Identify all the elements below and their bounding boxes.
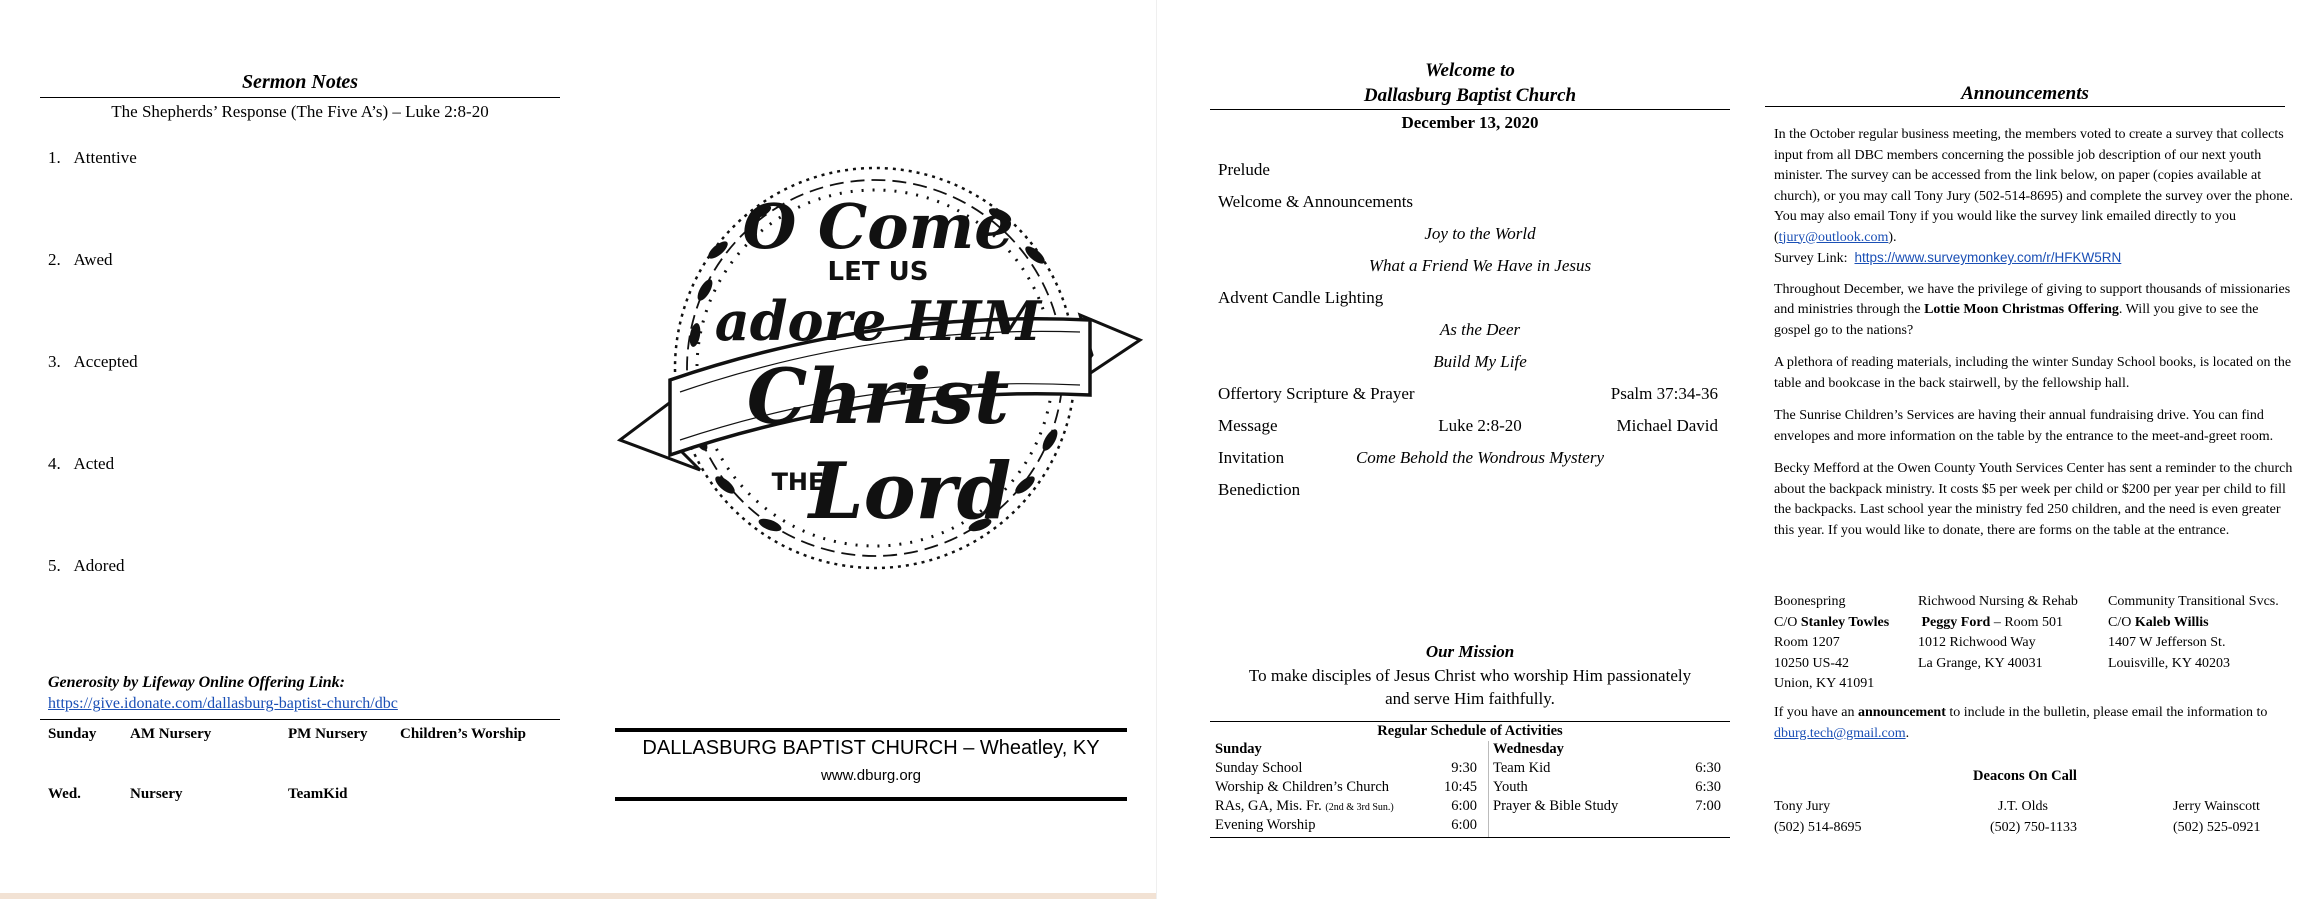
schedule-wednesday-label: Wednesday <box>1493 741 1564 757</box>
order-item: Prelude <box>1218 160 1270 179</box>
mission-heading: Our Mission <box>1425 642 1515 661</box>
welcome-heading: Welcome to <box>1425 60 1515 81</box>
schedule-time: 6:00 <box>1451 817 1477 833</box>
order-item: Benediction <box>1218 480 1301 499</box>
speaker-name: Michael David <box>1616 416 1718 435</box>
schedule-time: 6:30 <box>1695 779 1721 795</box>
song-title: What a Friend We Have in Jesus <box>1368 256 1592 275</box>
order-item: Advent Candle Lighting <box>1218 288 1384 307</box>
order-item: Message <box>1218 416 1278 435</box>
survey-link[interactable]: https://www.surveymonkey.com/r/HFKW5RN <box>1854 250 2122 265</box>
art-line-lord: Lord <box>808 446 1012 537</box>
schedule-sunday-label: Sunday <box>1215 741 1262 757</box>
address-community: Community Transitional Svcs. C/O Kaleb Willis 1407 W Jefferson St. Louisville, KY 40203 <box>2108 594 2279 671</box>
giving-label: Generosity by Lifeway Online Offering Link: <box>48 674 346 691</box>
nursery-label: Nursery <box>130 786 183 802</box>
song-title: Build My Life <box>1433 352 1527 371</box>
email-link[interactable]: dburg.tech@gmail.com <box>1774 725 1906 741</box>
back-cover-top-rule <box>615 728 1127 732</box>
sermon-point: 5. Adored <box>48 556 125 575</box>
order-item: Welcome & Announcements <box>1218 192 1414 211</box>
announcement-sunrise: The Sunrise Children’s Services are having their annual fundraising drive. You can find envelopes and more information on the table by the entrance to the meet-and-greet room. <box>1774 408 2274 444</box>
art-line-o-come: O Come <box>742 190 1014 263</box>
announcements-heading-rule <box>1765 106 2285 107</box>
nursery-day: Wed. <box>48 786 81 802</box>
schedule-bottom-rule <box>1210 837 1730 838</box>
nursery-label: AM Nursery <box>130 726 212 742</box>
announcements-heading: Announcements <box>1961 83 2089 104</box>
schedule-time: 10:45 <box>1443 779 1477 795</box>
sermon-point: 2. Awed <box>48 250 113 269</box>
art-line-let-us: LET US <box>827 257 929 287</box>
art-line-adore-him: adore HIM <box>714 289 1042 353</box>
nursery-day: Sunday <box>48 726 97 742</box>
announcement-submit: If you have an announcement to include in the bulletin, please email the information to dburg.tech@gmail.com. <box>1774 705 2268 741</box>
song-title: Come Behold the Wondrous Mystery <box>1355 448 1605 467</box>
sermon-point: 4. Acted <box>48 454 115 473</box>
art-line-the: THE <box>771 468 825 496</box>
schedule-activity: Team Kid <box>1493 760 1551 776</box>
schedule-column-divider <box>1488 741 1489 837</box>
giving-rule <box>40 719 560 720</box>
announcement-survey: In the October regular business meeting, the members voted to create a survey that collects input from all DBC members concerning the possible job description of our next youth minister. The survey can be accessed from the link below, on paper (copies available at church), or you may call Tony Jury (502-514-8695) and complete the survey over the phone. You may also email Tony if you would like the survey link emailed directly to you (tjury@outlook.com). Survey Link: https://www.surveymonkey.com/r/HFKW5RN <box>1774 127 2293 266</box>
page-divider <box>1156 0 1157 899</box>
back-cover-website: www.dburg.org <box>820 767 922 784</box>
schedule-time: 6:30 <box>1695 760 1721 776</box>
nursery-label: PM Nursery <box>288 726 368 742</box>
schedule-time: 7:00 <box>1695 798 1721 814</box>
back-cover-church-name: DALLASBURG BAPTIST CHURCH – Wheatley, KY <box>642 737 1100 759</box>
o-come-let-us-adore-him-artwork <box>610 140 1150 590</box>
schedule-activity: Prayer & Bible Study <box>1493 798 1619 814</box>
sermon-heading-rule <box>40 97 560 98</box>
mission-line: and serve Him faithfully. <box>1385 689 1555 708</box>
art-line-christ: Christ <box>746 352 1010 441</box>
song-title: Joy to the World <box>1424 224 1536 243</box>
announcement-backpack: Becky Mefford at the Owen County Youth Services Center has sent a reminder to the church about the backpack ministry. It costs $5 per week per child or $200 per year per child to fill the backpacks. Last school year the ministry fed 250 children, and the need is even greater this year. If you would like to donate, there are forms on the table at the entrance. <box>1774 461 2293 538</box>
sermon-point: 3. Accepted <box>48 352 138 371</box>
sermon-point: 1. Attentive <box>48 148 137 167</box>
deacon-entry: Tony Jury (502) 514-8695 <box>1774 799 1862 835</box>
giving-link[interactable]: https://give.idonate.com/dallasburg-baptist-church/dbc <box>48 695 398 712</box>
sermon-notes-heading: Sermon Notes <box>241 71 359 93</box>
address-richwood: Richwood Nursing & Rehab Peggy Ford – Room 501 1012 Richwood Way La Grange, KY 40031 <box>1918 594 2078 671</box>
announcement-reading: A plethora of reading materials, including the winter Sunday School books, is located on the table and bookcase in the back stairwell, by the fellowship hall. <box>1774 355 2292 391</box>
church-name: Dallasburg Baptist Church <box>1363 85 1577 106</box>
announcements-body <box>1774 125 2294 553</box>
announcement-lottie-moon: Throughout December, we have the privilege of giving to support thousands of missionaries and ministries through the Lottie Moon Christmas Offering. Will you give to see the gospel go to the nations? <box>1774 281 2291 338</box>
schedule-time: 6:00 <box>1451 798 1477 814</box>
schedule-top-rule <box>1210 721 1730 722</box>
scripture-ref: Psalm 37:34-36 <box>1610 384 1718 403</box>
schedule-activity: Evening Worship <box>1215 817 1316 833</box>
nursery-label: Children’s Worship <box>400 726 527 742</box>
schedule-activity: Worship & Children’s Church <box>1215 779 1390 795</box>
page-bottom-edge <box>0 893 1156 899</box>
scripture-ref: Luke 2:8-20 <box>1438 416 1522 435</box>
back-cover-bottom-rule <box>615 797 1127 801</box>
deacon-entry: J.T. Olds (502) 750-1133 <box>1990 799 2077 835</box>
schedule-activity: RAs, GA, Mis. Fr. (2nd & 3rd Sun.) <box>1215 798 1394 814</box>
address-boonespring: Boonespring C/O Stanley Towles Room 1207 10250 US-42 Union, KY 41091 <box>1774 594 1890 691</box>
service-date: December 13, 2020 <box>1401 113 1539 132</box>
deacon-entry: Jerry Wainscott (502) 525-0921 <box>2173 799 2261 835</box>
nursery-label: TeamKid <box>288 786 348 802</box>
order-item: Invitation <box>1218 448 1285 467</box>
email-link[interactable]: tjury@outlook.com <box>1778 229 1889 245</box>
deacons-heading: Deacons On Call <box>1973 768 2077 784</box>
song-title: As the Deer <box>1439 320 1521 339</box>
order-heading-rule <box>1210 109 1730 110</box>
schedule-activity: Youth <box>1493 779 1528 795</box>
order-item: Offertory Scripture & Prayer <box>1218 384 1415 403</box>
schedule-time: 9:30 <box>1451 760 1477 776</box>
schedule-activity: Sunday School <box>1215 760 1303 776</box>
sermon-subtitle: The Shepherds’ Response (The Five A’s) – Luke 2:8-20 <box>111 102 489 121</box>
schedule-heading: Regular Schedule of Activities <box>1377 723 1563 739</box>
mission-line: To make disciples of Jesus Christ who worship Him passionately <box>1248 666 1692 685</box>
